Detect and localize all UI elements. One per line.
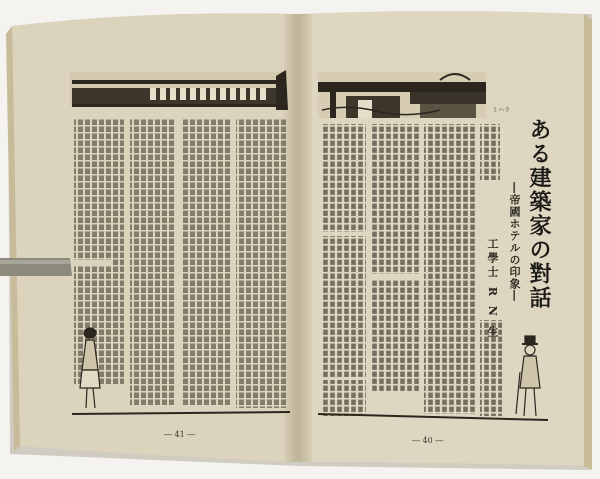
left-header-illustration — [70, 70, 288, 110]
bookmark-strip — [0, 258, 72, 276]
left-page-number: ― 41 ― — [164, 430, 196, 439]
article-subtitle: ―帝國ホテルの印象― — [508, 182, 521, 302]
article-author: 工學士 R N 生 — [486, 238, 499, 340]
article-title: ある建築家の對話 — [526, 118, 552, 310]
right-header-illustration — [318, 72, 510, 118]
svg-text:ミハラ: ミハラ — [492, 107, 511, 114]
gutter-shadow — [284, 14, 312, 462]
right-page-edge — [584, 14, 592, 470]
right-page-number: ― 40 ― — [412, 436, 444, 445]
right-page-text — [322, 124, 502, 416]
